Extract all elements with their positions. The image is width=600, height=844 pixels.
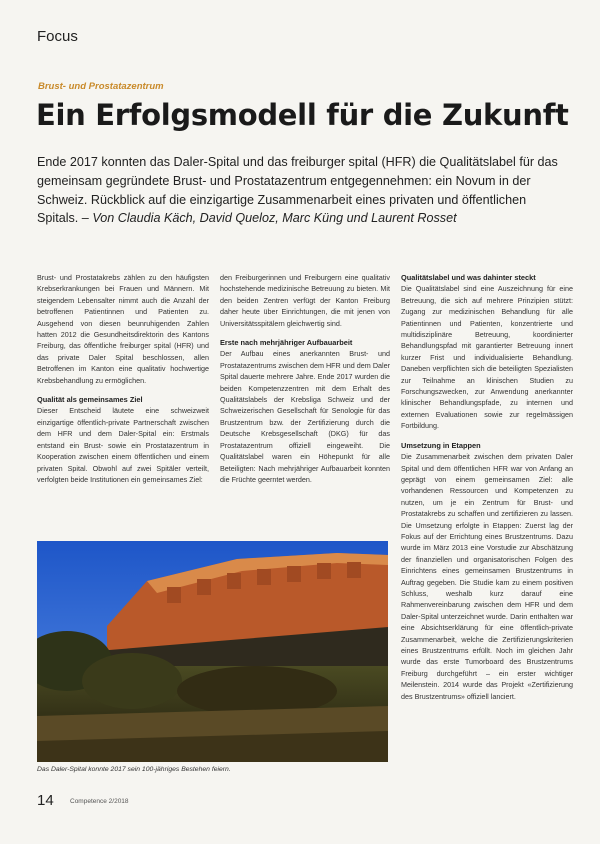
paragraph: Dieser Entscheid läutete eine schweizweit einzigartige öffentlich-private Partnerschaft zwischen dem HFR und dem Daler-Spital ein: Erstmals entstand ein Brust- sowie ein Prostatazentrum in Kooperation zwischen einem öffentlichen und einem privaten Spital. Obwohl auf zwei Spitäler verteilt, verfolgten beide Institutionen ein gemeinsames Ziel: (37, 406, 209, 484)
paragraph: Der Aufbau eines anerkannten Brust- und Prostatazentrums zwischen dem HFR und dem Daler Spital dauerte mehrere Jahre. Ende 2017 wurden die beiden Kompetenzzentren mit dem Erhalt des Qualitätslabels der Krebsliga Schweiz und der Schweizerischen Gesellschaft für Senologie für das Brustzentrum bzw. der Zertifizierung durch die Deutsche Krebsgesellschaft (DKG) für das Prostatazentrum offiziell eingeweiht. Die Qualitätslabel waren ein Höhepunkt für alle Beteiligten: Nach mehrjähriger Aufbauarbeit konnten die Früchte geerntet werden. (220, 349, 390, 484)
subheading: Erste nach mehrjähriger Aufbauarbeit (220, 338, 353, 348)
paragraph: Brust- und Prostatakrebs zählen zu den häufigsten Krebserkrankungen bei Frauen und Männern. Mit steigendem Lebensalter nimmt auch die Anzahl der betroffenen Patientinnen und Patienten zu. Ausgehend von diesen beunruhigenden Zahlen hatten 2012 die Gesundheitsdirektorin des Kantons Freiburg, das öffentliche freiburger spital (HFR) und das private Daler Spital beschlossen, allen Betroffenen im Kanton eine qualitativ hochwertige Krebsbehandlung zu ermöglichen. (37, 273, 209, 385)
paragraph: Die Zusammenarbeit zwischen dem privaten Daler Spital und dem öffentlichen HFR war von Anfang an geprägt von einem gemeinsamen Ziel: alle vorhandenen Ressourcen und Kompetenzen zu nutzen, um je ein Zentrum für Brust- und Prostatakrebs zu schaffen und zertifizieren zu lassen. Die Umsetzung erfolgte in Etappen: Zuerst lag der Fokus auf der Errichtung eines Brustzentrums. Dazu wurde im März 2013 eine Vorstudie zur Abschätzung der finanziellen und organisatorischen Folgen des Einrichtens eines gemeinsamen Brustzentrums in Auftrag gegeben. Die Studie kam zu einem positiven Schluss, weshalb kurz darauf eine Rahmenvereinbarung zwischen dem HFR und dem Daler-Spital unterzeichnet wurde. Darin enthalten war eine Absichtserklärung für eine öffentlich-private Zusammenarbeit, welche die Zertifizierungskriterien eines Brustzentrums erfüllt. Noch im gleichen Jahr wurde das erste Tumorboard des Brustzentrums Freiburg durchgeführt – ein erster wichtiger Meilenstein. 2014 wurde das Projekt «Zertifizierung des Brustzentrums» offiziell lanciert. (401, 452, 573, 701)
article-lead (37, 153, 567, 228)
article-title: Ein Erfolgsmodell für die Zukunft (36, 98, 569, 132)
text-column-1 (37, 272, 209, 493)
lead-text: Ende 2017 konnten das Daler-Spital und das freiburger spital (HFR) die Qualitätslabel für das gemeinsam gegründete Brust- und Prostatazentrum entgegennehmen: ein Novum in der Schweiz. Rückblick auf die einzigartige Zusammenarbeit eines privaten und öffentlichen Spitals. – (37, 155, 558, 226)
subheading: Qualitätslabel und was dahinter steckt (401, 273, 536, 282)
hospital-building-image (37, 541, 388, 762)
publication-name: Competence 2/2018 (70, 798, 129, 805)
hospital-photo (37, 541, 388, 762)
page-number: 14 (37, 792, 54, 809)
text-column-2 (220, 272, 390, 493)
article-authors: Von Claudia Käch, David Queloz, Marc Küng und Laurent Rosset (92, 211, 457, 226)
section-label: Focus (37, 28, 78, 45)
text-column-3 (401, 272, 573, 710)
photo-caption: Das Daler-Spital konnte 2017 sein 100-jähriges Bestehen feiern. (37, 766, 231, 773)
paragraph: den Freiburgerinnen und Freiburgern eine qualitativ hochstehende medizinische Betreuung zu bieten. Mit den beiden Zentren verfügt der Kanton Freiburg daher heute über Einrichtungen, die mit jenen von Universitätsspitälern gleichwertig sind. (220, 273, 390, 328)
subheading: Umsetzung in Etappen (401, 440, 481, 450)
paragraph: Die Qualitätslabel sind eine Auszeichnung für eine Betreuung, die sich auf mehrere Prinzipien stützt: Zugang zur medizinischen Behandlung für alle Patientinnen und Patienten, konzentrierte und multidisziplinäre Betreuung, koordinierter Behandlungspfad mit garantierter Betreuung innert kurzer Frist und individualisierte Behandlung. Daneben verpflichten sich die beteiligten Spezialisten zur Teilnahme an klinischen Studien zu Forschungszwecken, zur Anwendung anerkannter klinischer Behandlungspfade, zu internen und externen Evaluationen sowie zur regelmässigen Fortbildung. (401, 284, 573, 431)
subheading: Qualität als gemeinsames Ziel (37, 395, 143, 405)
article-kicker: Brust- und Prostatazentrum (38, 81, 164, 92)
